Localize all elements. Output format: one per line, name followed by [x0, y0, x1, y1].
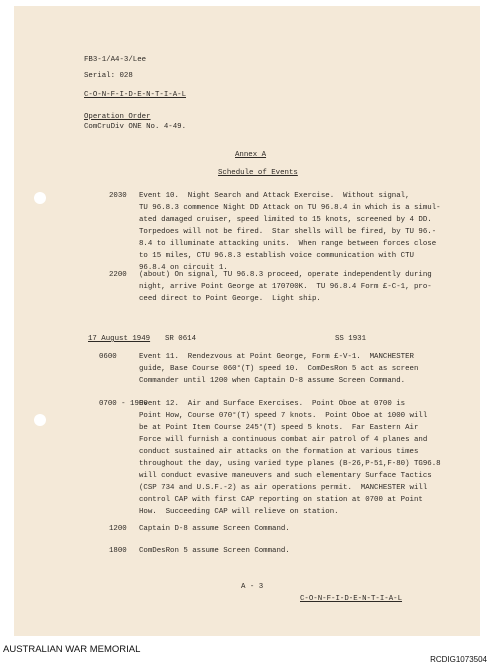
- archive-record-id: RCDIG1073504: [430, 655, 487, 664]
- document-page: [14, 6, 480, 636]
- entry-time: 1200: [109, 525, 127, 533]
- entry-text-line: night, arrive Point George at 170700K. TU 96.8.4 Form £-C-1, pro-: [139, 283, 432, 291]
- entry-time: 0600: [99, 353, 117, 361]
- order-reference: ComCruDiv ONE No. 4-49.: [84, 123, 187, 131]
- entry-time: 0700 - 1900: [99, 400, 148, 408]
- punch-hole: [34, 192, 46, 204]
- entry-text-line: TU 96.8.3 commence Night DD Attack on TU 96.8.4 in which is a simul-: [139, 204, 441, 212]
- entry-text-line: conduct sustained air attacks on the formation at various times: [139, 448, 419, 456]
- entry-text-line: will conduct evasive maneuvers and such elementary Surface Tactics: [139, 472, 432, 480]
- entry-text-line: be at Point Item Course 245°(T) speed 5 knots. Far Eastern Air: [139, 424, 419, 432]
- entry-text-line: ated damaged cruiser, speed limited to 15 knots, screened by 4 DD.: [139, 216, 432, 224]
- entry-text-line: Force will furnish a continuous combat air patrol of 4 planes and: [139, 436, 428, 444]
- entry-text-line: throughout the day, using varied type planes (B-26,P-51,F-80) TG96.8: [139, 460, 441, 468]
- entry-text-line: control CAP with first CAP reporting on station at 0700 at Point: [139, 496, 423, 504]
- entry-text-line: Event 10. Night Search and Attack Exercise. Without signal,: [139, 192, 410, 200]
- sunset-time: SS 1931: [335, 335, 367, 343]
- entry-text-line: (about) On signal, TU 96.8.3 proceed, operate independently during: [139, 271, 432, 279]
- entry-text-line: guide, Base Course 060°(T) speed 10. ComDesRon 5 act as screen: [139, 365, 419, 373]
- classification-footer: C-O-N-F-I-D-E-N-T-I-A-L: [300, 595, 403, 603]
- entry-text-line: Event 11. Rendezvous at Point George, Form £-V-1. MANCHESTER: [139, 353, 414, 361]
- entry-time: 2200: [109, 271, 127, 279]
- entry-text-line: Event 12. Air and Surface Exercises. Point Oboe at 0700 is: [139, 400, 406, 408]
- annex-label: Annex A: [235, 151, 267, 159]
- annex-title: Schedule of Events: [218, 169, 298, 177]
- serial-number: Serial: 028: [84, 72, 133, 80]
- archive-footer: [0, 638, 493, 666]
- entry-text-line: Torpedoes will not be fired. Star shells will be fired, by TU 96.-: [139, 228, 437, 236]
- sunrise-time: SR 0614: [165, 335, 197, 343]
- entry-text-line: (CSP 734 and U.S.F.-2) as air operations permit. MANCHESTER will: [139, 484, 428, 492]
- punch-hole: [34, 414, 46, 426]
- entry-text-line: to 15 miles, CTU 96.8.3 establish voice communication with CTU: [139, 252, 414, 260]
- entry-text-line: How. Succeeding CAP will relieve on station.: [139, 508, 339, 516]
- page-number: A - 3: [241, 583, 264, 591]
- classification-header: C-O-N-F-I-D-E-N-T-I-A-L: [84, 91, 187, 99]
- entry-text-line: Point How, Course 070°(T) speed 7 knots. Point Oboe at 1000 will: [139, 412, 428, 420]
- archive-source: AUSTRALIAN WAR MEMORIAL: [3, 644, 141, 655]
- entry-text-line: 96.8.4 on circuit 1.: [139, 264, 228, 272]
- file-reference: FB3-1/A4-3/Lee: [84, 56, 147, 64]
- entry-text-line: Commander until 1200 when Captain D-8 assume Screen Command.: [139, 377, 406, 385]
- entry-time: 2030: [109, 192, 127, 200]
- entry-text-line: ComDesRon 5 assume Screen Command.: [139, 547, 290, 555]
- entry-text-line: Captain D-8 assume Screen Command.: [139, 525, 290, 533]
- entry-text-line: ceed direct to Point George. Light ship.: [139, 295, 321, 303]
- schedule-date: 17 August 1949: [88, 335, 151, 343]
- entry-text-line: 8.4 to illuminate attacking units. When range between forces close: [139, 240, 437, 248]
- entry-time: 1800: [109, 547, 127, 555]
- order-title: Operation Order: [84, 113, 151, 121]
